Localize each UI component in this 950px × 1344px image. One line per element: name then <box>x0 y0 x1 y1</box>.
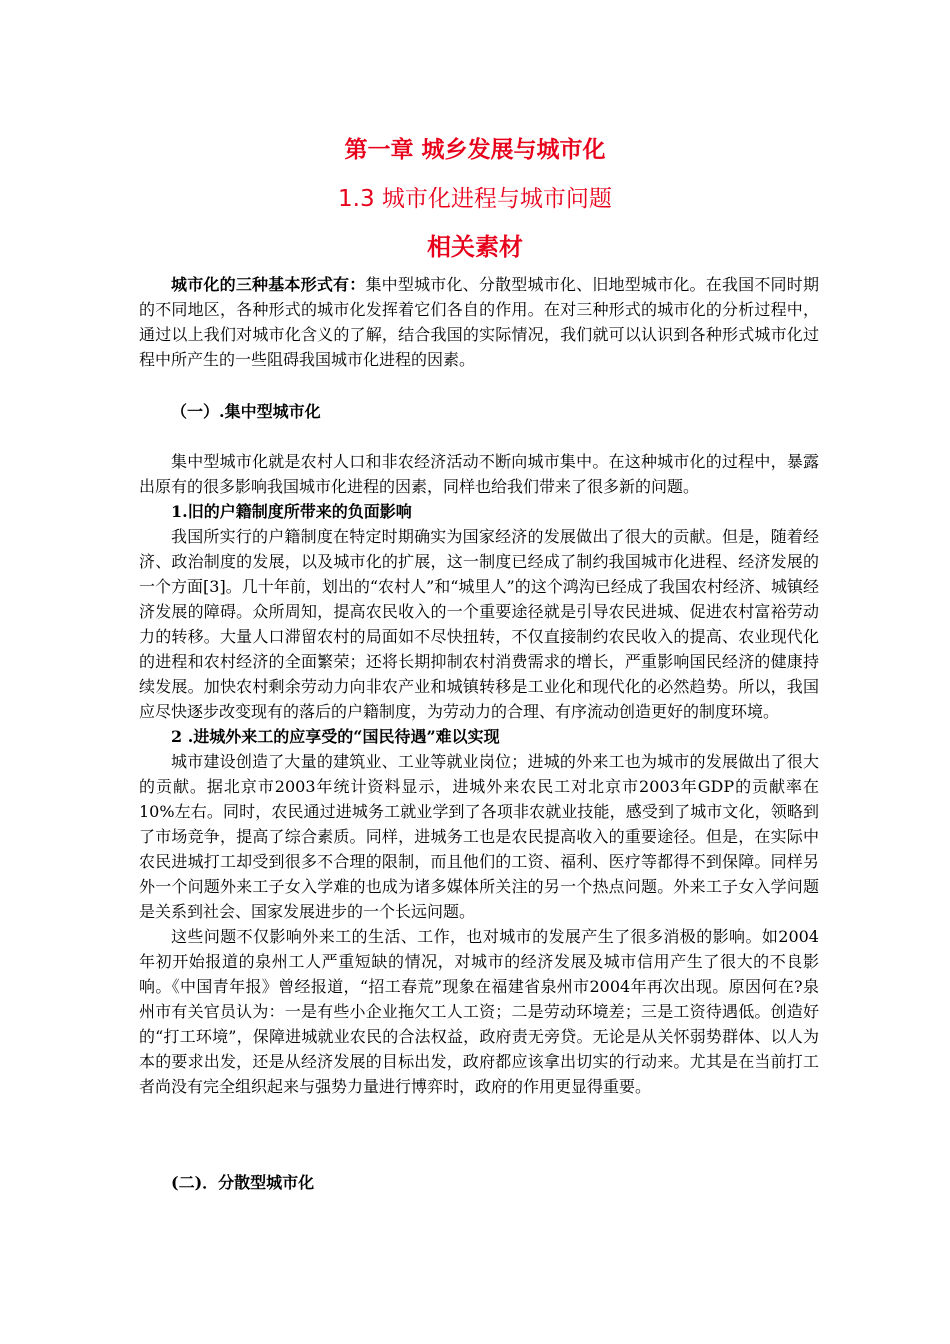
sub2-paragraph-2: 这些问题不仅影响外来工的生活、工作，也对城市的发展产生了很多消极的影响。如2004年初开始报道的泉州工人严重短缺的情况，对城市的经济发展及城市信用产生了很大的不良影响。《中国青年报》曾经报道，“招工春荒”现象在福建省泉州市2004年再次出现。原因何在?泉州市有关官员认为：一是有些小企业拖欠工人工资；二是劳动环境差；三是工资待遇低。创造好的“打工环境”，保障进城就业农民的合法权益，政府责无旁贷。无论是从关怀弱势群体、以人为本的要求出发，还是从经济发展的目标出发，政府都应该拿出切实的行动来。尤其是在当前打工者尚没有完全组织起来与强势力量进行博弈时，政府的作用更显得重要。 <box>139 927 819 1096</box>
intro-text: 集中型城市化、分散型城市化、旧地型城市化。在我国不同时期的不同地区，各种形式的城市化发挥着它们各自的作用。在对三种形式的城市化的分析过程中，通过以上我们对城市化含义的了解，结合我国的实际情况，我们就可以认识到各种形式城市化过程中所产生的一些阻碍我国城市化进程的因素。 <box>139 275 819 369</box>
section1-paragraph: 集中型城市化就是农村人口和非农经济活动不断向城市集中。在这种城市化的过程中，暴露出原有的很多影响我国城市化进程的因素，同样也给我们带来了很多新的问题。 <box>139 452 819 496</box>
sub1-heading: 1.旧的户籍制度所带来的负面影响 <box>171 502 412 521</box>
section2-heading-block <box>171 1170 851 1195</box>
sub-title: 相关素材 <box>427 233 523 261</box>
sub1-paragraph: 我国所实行的户籍制度在特定时期确实为国家经济的发展做出了很大的贡献。但是，随着经济、政治制度的发展，以及城市化的扩展，这一制度已经成了制约我国城市化进程、经济发展的一个方面[3]。几十年前，划出的“农村人”和“城里人”的这个鸿沟已经成了我国农村经济、城镇经济发展的障碍。众所周知，提高农民收入的一个重要途径就是引导农民进城、促进农村富裕劳动力的转移。大量人口滞留农村的局面如不尽快扭转，不仅直接制约农民收入的提高、农业现代化的进程和农村经济的全面繁荣；还将长期抑制农村消费需求的增长，严重影响国民经济的健康持续发展。加快农村剩余劳动力向非农产业和城镇转移是工业化和现代化的必然趋势。所以，我国应尽快逐步改变现有的落后的户籍制度，为劳动力的合理、有序流动创造更好的制度环境。 <box>139 527 819 721</box>
intro-block <box>139 272 819 372</box>
section1-heading-block <box>171 399 851 424</box>
section-title: 1.3 城市化进程与城市问题 <box>338 186 612 212</box>
intro-paragraph <box>139 272 819 372</box>
section2-heading: (二)．分散型城市化 <box>171 1173 315 1192</box>
section1-block <box>139 449 819 1099</box>
chapter-title: 第一章 城乡发展与城市化 <box>344 137 606 163</box>
sub2-heading: 2 .进城外来工的应享受的“国民待遇”难以实现 <box>171 727 500 746</box>
intro-lead: 城市化的三种基本形式有： <box>171 275 366 294</box>
section1-heading: （一）.集中型城市化 <box>171 402 321 421</box>
sub2-paragraph-1: 城市建设创造了大量的建筑业、工业等就业岗位；进城的外来工也为城市的发展做出了很大的贡献。据北京市2003年统计资料显示，进城外来农民工对北京市2003年GDP的贡献率在10%左右。同时，农民通过进城务工就业学到了各项非农就业技能，感受到了城市文化，领略到了市场竞争，提高了综合素质。同样，进城务工也是农民提高收入的重要途径。但是，在实际中农民进城打工却受到很多不合理的限制，而且他们的工资、福利、医疗等都得不到保障。同样另外一个问题外来工子女入学难的也成为诸多媒体所关注的另一个热点问题。外来工子女入学问题是关系到社会、国家发展进步的一个长远问题。 <box>139 752 819 921</box>
